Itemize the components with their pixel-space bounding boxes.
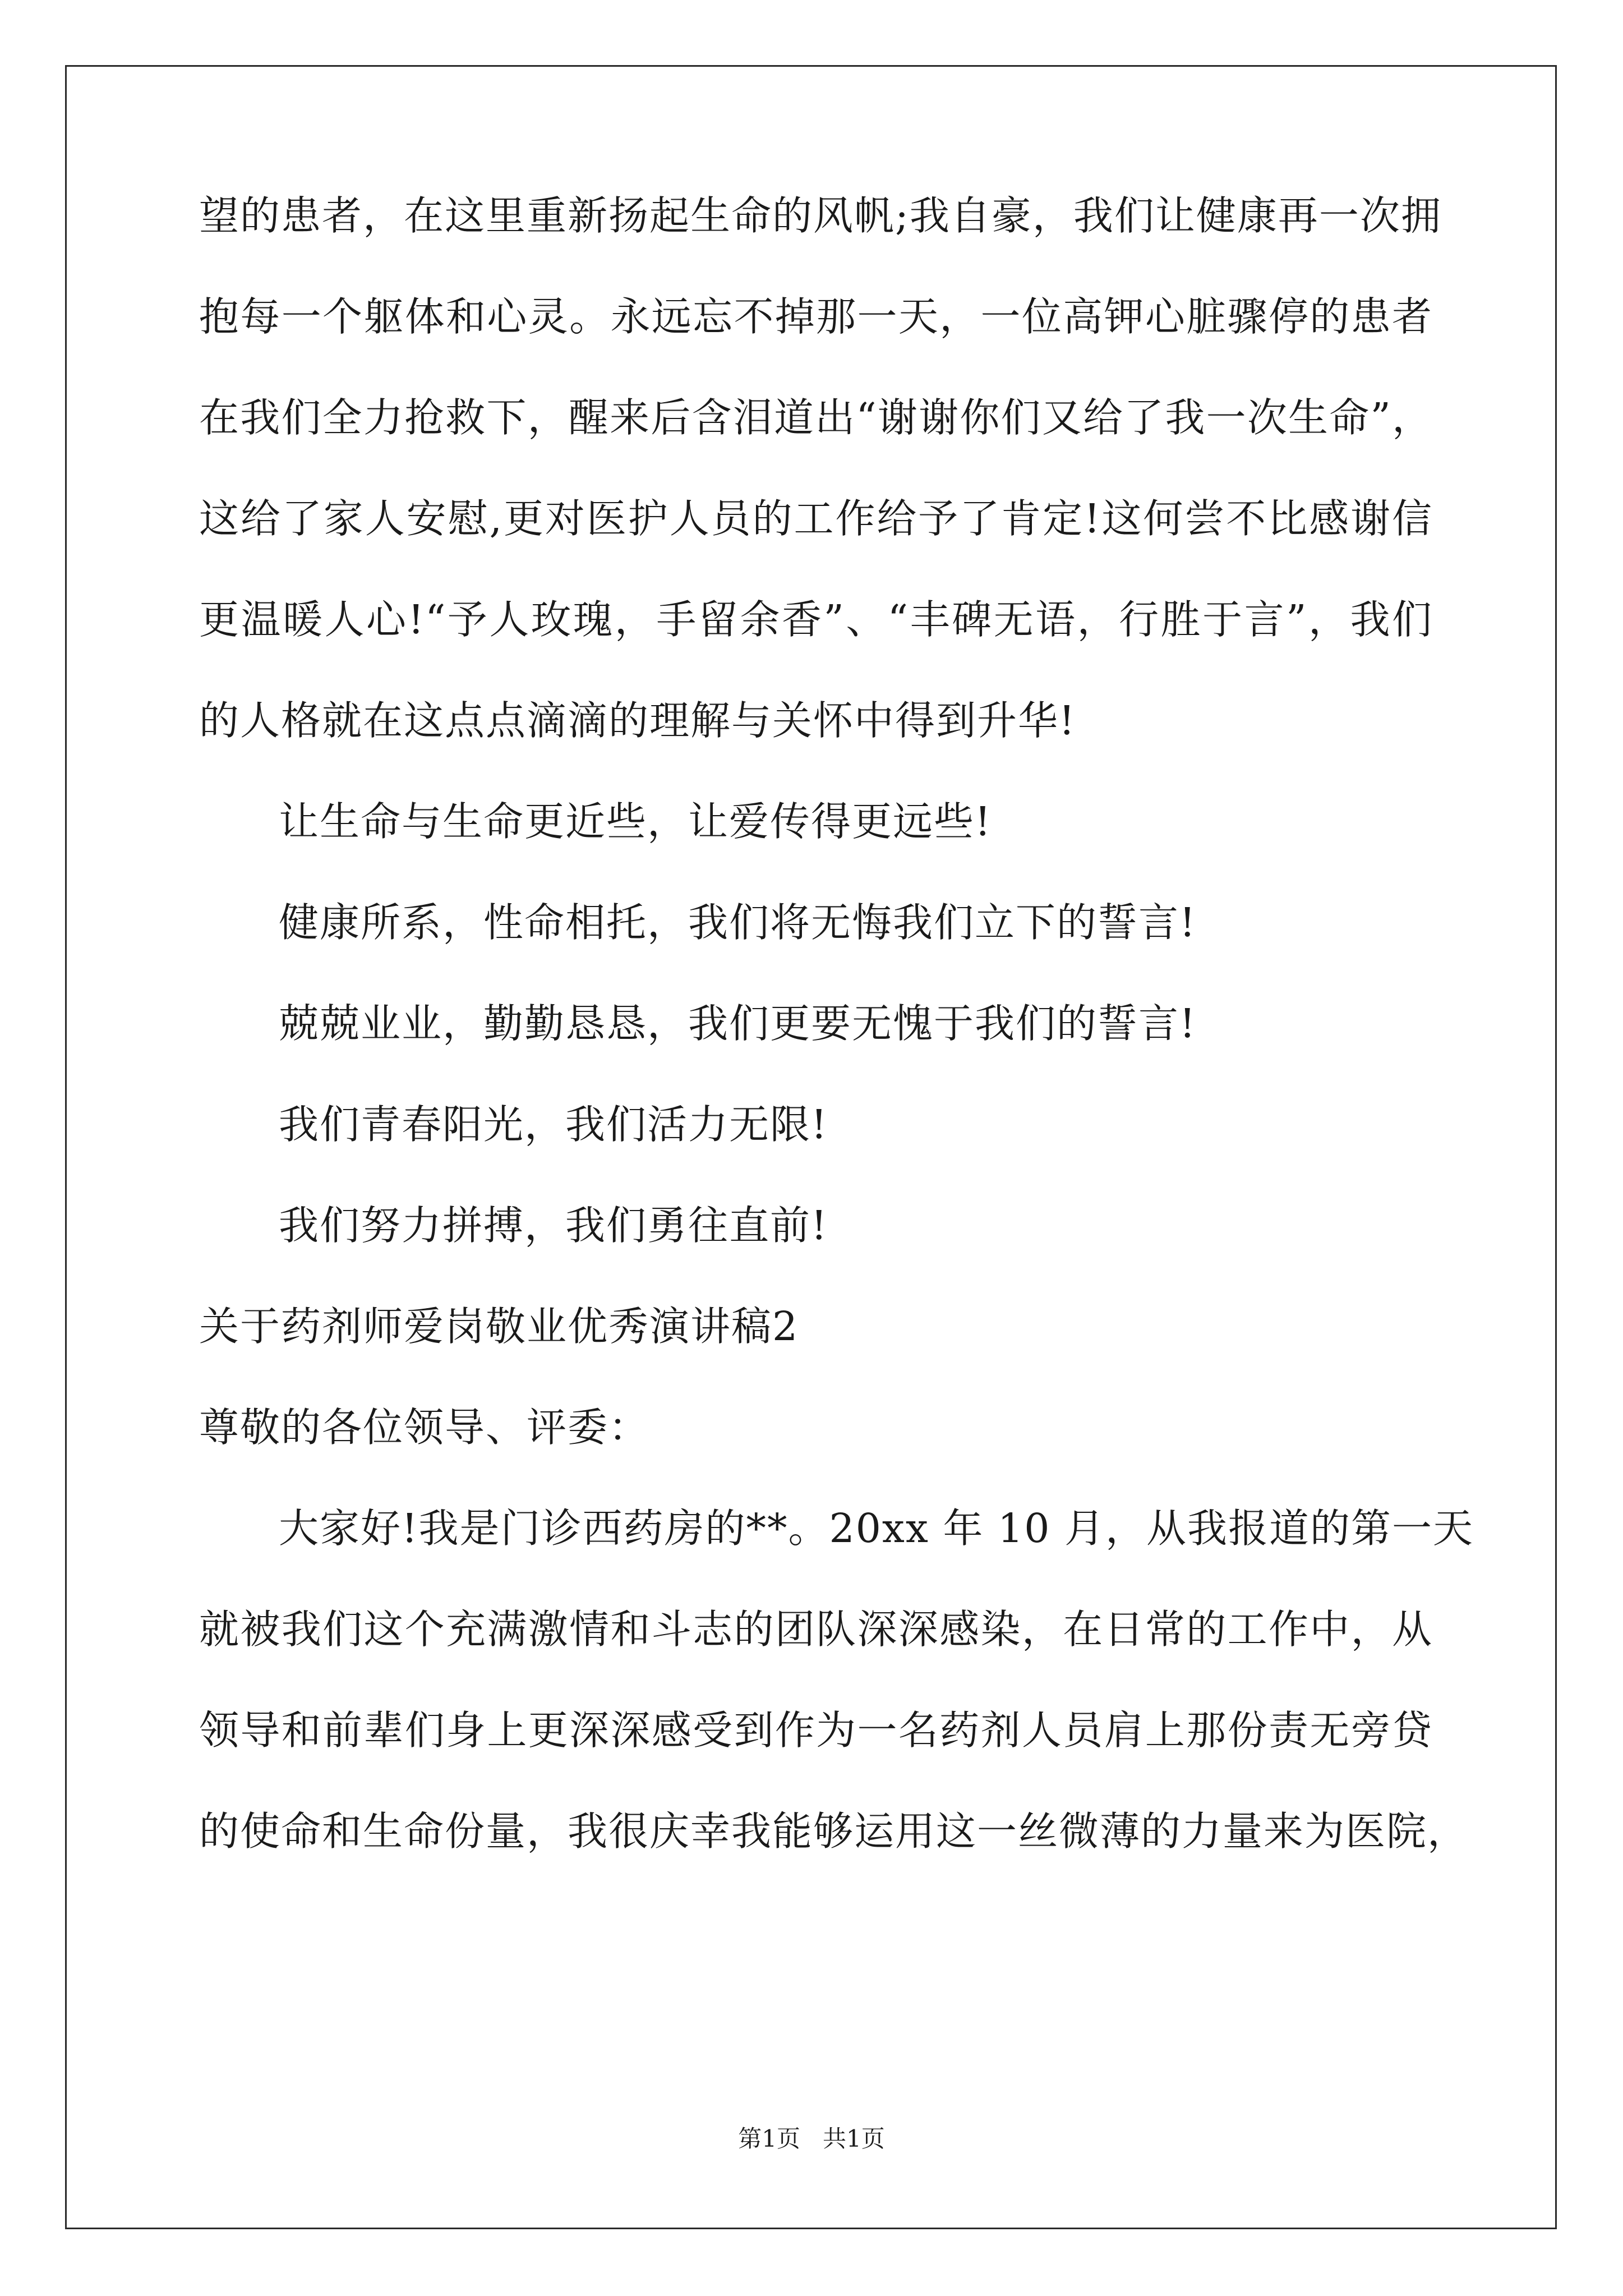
text-line: 在我们全力抢救下，醒来后含泪道出“谢谢你们又给了我一次生命”， bbox=[199, 394, 1433, 441]
text-line: 更温暖人心!“予人玫瑰，手留余香”、“丰碑无语，行胜于言”，我们 bbox=[199, 596, 1433, 643]
page-number: 第1页 共1页 bbox=[738, 2125, 885, 2152]
text-line: 就被我们这个充满激情和斗志的团队深深感染，在日常的工作中，从 bbox=[199, 1606, 1433, 1653]
text-line: 望的患者，在这里重新扬起生命的风帆;我自豪，我们让健康再一次拥 bbox=[199, 192, 1442, 239]
text-line: 我们青春阳光，我们活力无限! bbox=[279, 1101, 828, 1148]
text-line: 大家好!我是门诊西药房的**。20xx 年 10 月，从我报道的第一天 bbox=[279, 1505, 1474, 1552]
text-line: 让生命与生命更近些，让爱传得更远些! bbox=[279, 798, 992, 845]
text-line: 健康所系，性命相托，我们将无悔我们立下的誓言! bbox=[279, 899, 1197, 946]
text-line: 这给了家人安慰,更对医护人员的工作给予了肯定!这何尝不比感谢信 bbox=[199, 495, 1433, 542]
salutation: 尊敬的各位领导、评委： bbox=[199, 1404, 650, 1451]
section-heading: 关于药剂师爱岗敬业优秀演讲稿2 bbox=[199, 1303, 799, 1350]
text-line: 我们努力拼搏，我们勇往直前! bbox=[279, 1202, 828, 1249]
text-line: 的使命和生命份量，我很庆幸我能够运用这一丝微薄的力量来为医院， bbox=[199, 1808, 1469, 1855]
text-line: 兢兢业业，勤勤恳恳，我们更要无愧于我们的誓言! bbox=[279, 1000, 1197, 1047]
text-line: 领导和前辈们身上更深深感受到作为一名药剂人员肩上那份责无旁贷 bbox=[199, 1707, 1433, 1754]
text-line: 的人格就在这点点滴滴的理解与关怀中得到升华! bbox=[199, 697, 1076, 744]
text-line: 抱每一个躯体和心灵。永远忘不掉那一天，一位高钾心脏骤停的患者 bbox=[199, 293, 1433, 340]
